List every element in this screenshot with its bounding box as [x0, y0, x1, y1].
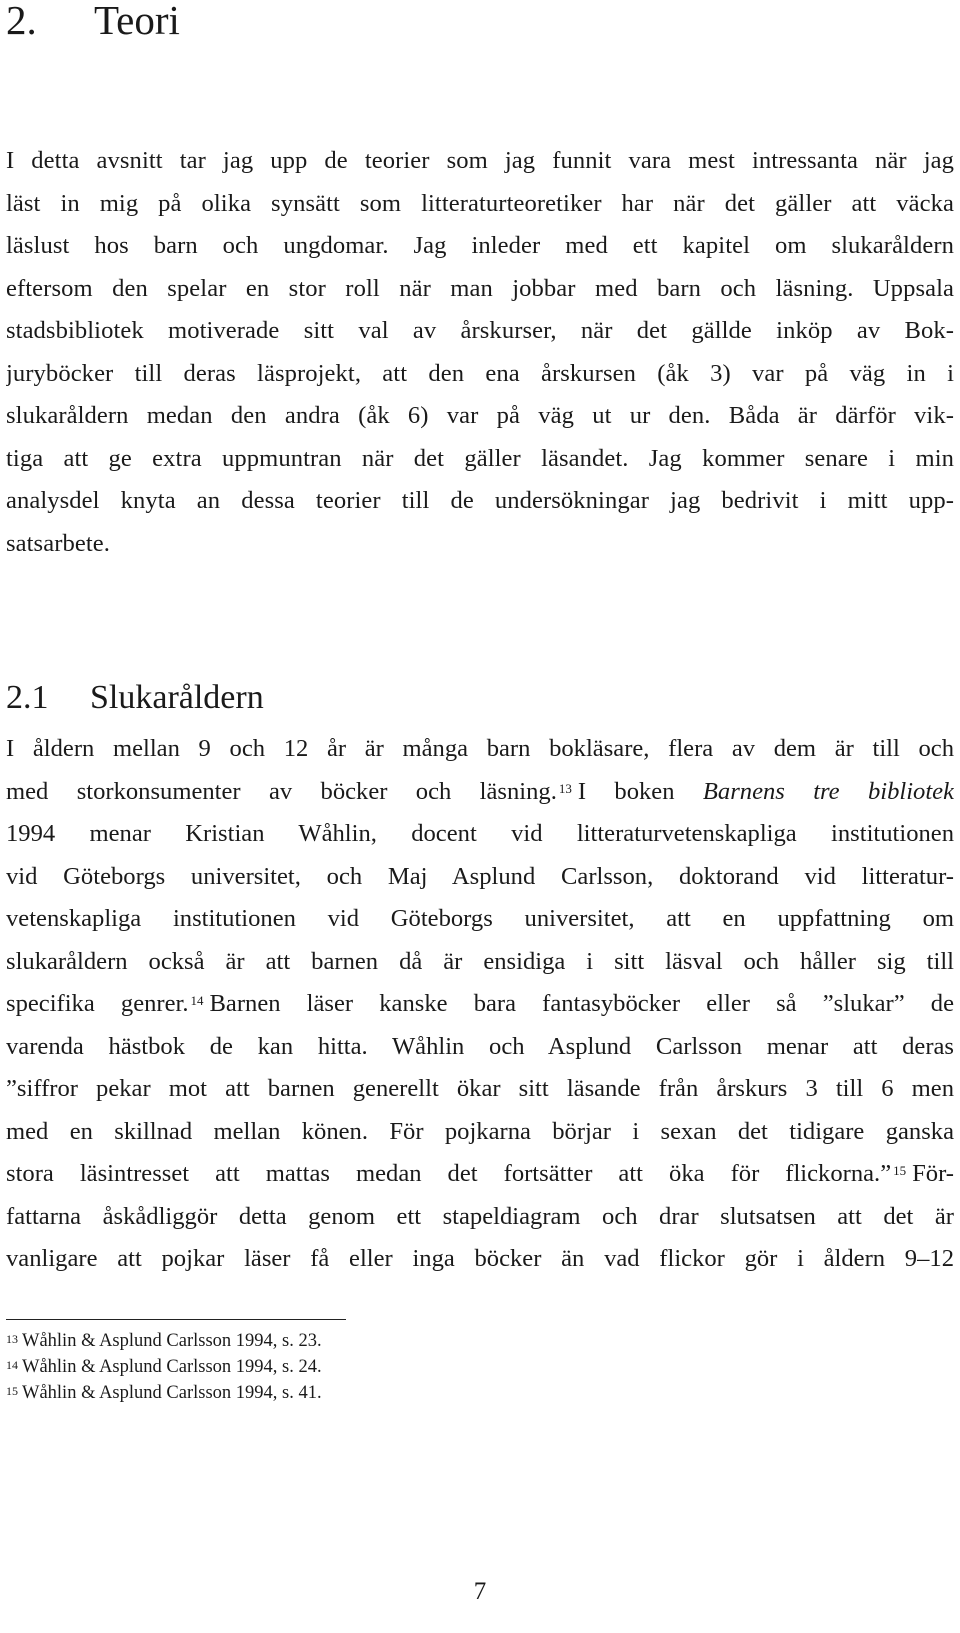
- paragraph-line: slukaråldern också är att barnen då är ensidiga i sitt läsval och håller sig till: [6, 947, 954, 975]
- section-title-text: Slukaråldern: [90, 679, 264, 716]
- paragraph-line: eftersom den spelar en stor roll när man jobbar med barn och läsning. Uppsala: [6, 274, 954, 302]
- section-paragraph: [6, 728, 954, 1281]
- text-run: Barnen läser kanske bara fantasyböcker eller så ”slukar” de: [209, 990, 954, 1017]
- text-run: För-: [912, 1160, 954, 1187]
- text-run: med storkonsumenter av böcker och läsning.: [6, 777, 557, 805]
- page-number: 7: [473, 1578, 487, 1605]
- paragraph-line: I åldern mellan 9 och 12 år är många barn bokläsare, flera av dem är till och: [6, 735, 954, 762]
- footnote-number: 13: [6, 1332, 18, 1346]
- section-heading: [6, 675, 264, 721]
- intro-paragraph: [6, 140, 954, 565]
- paragraph-line: [6, 1153, 954, 1196]
- paragraph-line: stadsbibliotek motiverade sitt val av årskurser, när det gällde inköp av Bok-: [6, 317, 954, 344]
- footnotes: [6, 1328, 322, 1406]
- chapter-title-text: Teori: [94, 0, 180, 43]
- footnote-ref-14[interactable]: 14: [190, 993, 204, 1008]
- footnote-ref-13[interactable]: 13: [558, 780, 572, 796]
- chapter-number: 2.: [6, 0, 37, 43]
- footnote-13: [6, 1328, 322, 1354]
- paragraph-line: fattarna åskådliggör detta genom ett stapeldiagram och drar slutsatsen att det är: [6, 1202, 954, 1230]
- paragraph-line: läslust hos barn och ungdomar. Jag inleder med ett kapitel om slukaråldern: [6, 232, 954, 259]
- paragraph-line: slukaråldern medan den andra (åk 6) var på väg ut ur den. Båda är därför vik-: [6, 402, 954, 429]
- footnote-number: 15: [6, 1384, 18, 1398]
- footnote-15: [6, 1380, 322, 1406]
- paragraph-line: analysdel knyta an dessa teorier till de undersökningar jag bedrivit i mitt upp-: [6, 487, 954, 514]
- book-title: Barnens tre bibliotek: [702, 777, 954, 805]
- paragraph-line: läst in mig på olika synsätt som litteraturteoretiker har när det gäller att väcka: [6, 189, 954, 217]
- text-run: I boken: [577, 777, 675, 805]
- paragraph-line: vanligare att pojkar läser få eller inga böcker än vad flickor gör i åldern 9–12: [6, 1245, 954, 1272]
- paragraph-line: tiga att ge extra uppmuntran när det gäller läsandet. Jag kommer senare i min: [6, 444, 954, 472]
- paragraph-line: ”siffror pekar mot att barnen generellt ökar sitt läsande från årskurs 3 till 6 men: [6, 1075, 954, 1102]
- footnote-ref-15[interactable]: 15: [893, 1163, 907, 1178]
- paragraph-line: 1994 menar Kristian Wåhlin, docent vid litteraturvetenskapliga institutionen: [6, 820, 954, 847]
- paragraph-line: vid Göteborgs universitet, och Maj Asplund Carlsson, doktorand vid litteratur-: [6, 862, 954, 890]
- section-number: 2.1: [6, 679, 49, 716]
- paragraph-line: vetenskapliga institutionen vid Göteborgs universitet, att en uppfattning om: [6, 905, 954, 932]
- paragraph-line: satsarbete.: [6, 529, 110, 557]
- paragraph-line: [6, 983, 954, 1026]
- paragraph-line: varenda hästbok de kan hitta. Wåhlin och Asplund Carlsson menar att deras: [6, 1032, 954, 1060]
- paragraph-line: [6, 771, 954, 814]
- text-run: stora läsintresset att mattas medan det fortsätter att öka för flickorna.”: [6, 1160, 892, 1187]
- footnote-text: Wåhlin & Asplund Carlsson 1994, s. 24.: [22, 1357, 322, 1377]
- footnote-text: Wåhlin & Asplund Carlsson 1994, s. 23.: [22, 1331, 322, 1351]
- text-run: specifika genrer.: [6, 990, 189, 1017]
- footnote-divider: [6, 1319, 346, 1320]
- footnote-14: [6, 1354, 322, 1380]
- chapter-heading: [6, 0, 180, 48]
- footnote-number: 14: [6, 1358, 18, 1372]
- footnote-text: Wåhlin & Asplund Carlsson 1994, s. 41.: [22, 1383, 322, 1403]
- paragraph-line: med en skillnad mellan könen. För pojkarna börjar i sexan det tidigare ganska: [6, 1117, 954, 1145]
- paragraph-line: I detta avsnitt tar jag upp de teorier som jag funnit vara mest intressanta när jag: [6, 147, 954, 174]
- paragraph-line: juryböcker till deras läsprojekt, att den ena årskursen (åk 3) var på väg in i: [6, 359, 954, 387]
